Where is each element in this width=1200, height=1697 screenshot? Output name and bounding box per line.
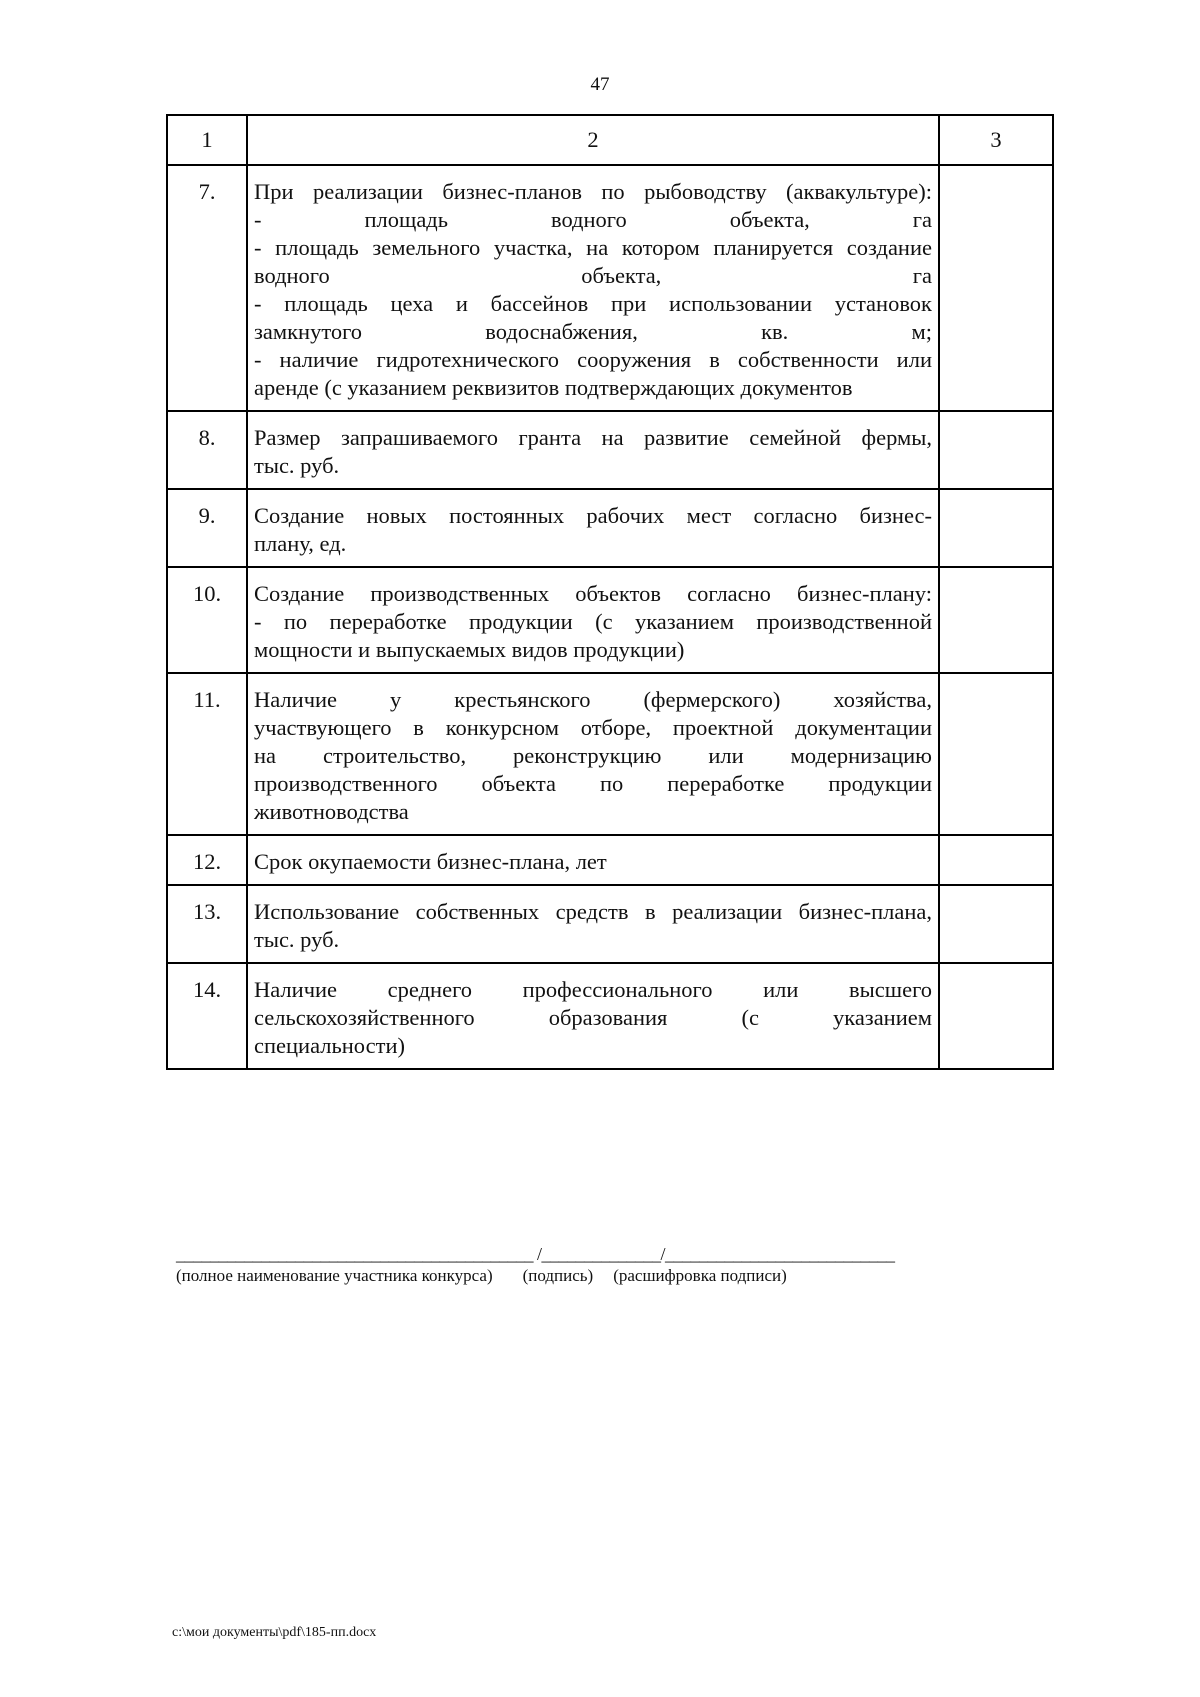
signature-caption: (подпись) xyxy=(522,1266,594,1285)
criterion-line: - площадь земельного участка, на котором планируется создание xyxy=(254,235,932,260)
table-row xyxy=(167,567,1053,673)
criterion-line: участвующего в конкурсном отборе, проектной документации xyxy=(254,715,932,740)
row-criterion xyxy=(247,165,939,411)
row-value xyxy=(939,885,1053,963)
criterion-line: Использование собственных средств в реализации бизнес-плана, xyxy=(254,899,932,924)
criterion-line: - наличие гидротехнического сооружения в собственности или xyxy=(254,347,932,372)
row-number: 8. xyxy=(167,411,247,489)
table-body xyxy=(167,115,1053,1069)
row-value xyxy=(939,567,1053,673)
criterion-line: тыс. руб. xyxy=(254,927,340,952)
file-path-footer: c:\мои документы\pdf\185-пп.docx xyxy=(172,1625,377,1640)
criterion-line: водного объекта, га xyxy=(254,263,932,288)
row-number: 12. xyxy=(167,835,247,885)
header-cell-value: 3 xyxy=(939,115,1053,165)
criterion-line: животноводства xyxy=(254,799,409,824)
table-row xyxy=(167,489,1053,567)
row-criterion xyxy=(247,963,939,1069)
criterion-line: Создание новых постоянных рабочих мест согласно бизнес- xyxy=(254,503,932,528)
criterion-line: аренде (с указанием реквизитов подтверждающих документов xyxy=(254,375,853,400)
criteria-table xyxy=(166,114,1054,1070)
signature-line: __________________________________________ /______________/___________________________ xyxy=(176,1244,895,1264)
table-row xyxy=(167,165,1053,411)
criterion-line: плану, ед. xyxy=(254,531,347,556)
header-cell-number: 1 xyxy=(167,115,247,165)
criterion-line: сельскохозяйственного образования (с указанием xyxy=(254,1005,932,1030)
table-header-row xyxy=(167,115,1053,165)
criterion-line: Срок окупаемости бизнес-плана, лет xyxy=(254,849,607,874)
row-number: 9. xyxy=(167,489,247,567)
criterion-line: Наличие среднего профессионального или высшего xyxy=(254,977,932,1002)
signature-block xyxy=(176,1243,1056,1287)
signature-decode-caption: (расшифровка подписи) xyxy=(613,1266,787,1285)
row-value xyxy=(939,963,1053,1069)
row-criterion xyxy=(247,885,939,963)
row-criterion xyxy=(247,673,939,835)
row-number: 7. xyxy=(167,165,247,411)
row-criterion xyxy=(247,411,939,489)
row-value xyxy=(939,673,1053,835)
criterion-line: Размер запрашиваемого гранта на развитие семейной фермы, xyxy=(254,425,932,450)
row-criterion xyxy=(247,567,939,673)
table-row xyxy=(167,885,1053,963)
participant-name-caption: (полное наименование участника конкурса) xyxy=(176,1266,493,1285)
criterion-line: мощности и выпускаемых видов продукции) xyxy=(254,637,685,662)
criterion-line: на строительство, реконструкцию или модернизацию xyxy=(254,743,932,768)
criterion-line: Наличие у крестьянского (фермерского) хозяйства, xyxy=(254,687,932,712)
row-number: 14. xyxy=(167,963,247,1069)
signature-captions xyxy=(176,1265,1056,1287)
criterion-line: Создание производственных объектов согласно бизнес-плану: xyxy=(254,581,932,606)
table-row xyxy=(167,835,1053,885)
row-criterion xyxy=(247,489,939,567)
header-cell-criterion: 2 xyxy=(247,115,939,165)
page-number: 47 xyxy=(590,74,610,95)
criterion-line: замкнутого водоснабжения, кв. м; xyxy=(254,319,932,344)
row-value xyxy=(939,411,1053,489)
criterion-line: специальности) xyxy=(254,1033,405,1058)
row-value xyxy=(939,835,1053,885)
row-number: 10. xyxy=(167,567,247,673)
criterion-line: - по переработке продукции (с указанием производственной xyxy=(254,609,932,634)
row-number: 11. xyxy=(167,673,247,835)
criterion-line: - площадь водного объекта, га xyxy=(254,207,932,232)
table-row xyxy=(167,963,1053,1069)
criterion-line: При реализации бизнес-планов по рыбоводству (аквакультуре): xyxy=(254,179,932,204)
row-number: 13. xyxy=(167,885,247,963)
table-row xyxy=(167,673,1053,835)
row-value xyxy=(939,165,1053,411)
criterion-line: - площадь цеха и бассейнов при использовании установок xyxy=(254,291,932,316)
table-row xyxy=(167,411,1053,489)
row-value xyxy=(939,489,1053,567)
criterion-line: производственного объекта по переработке продукции xyxy=(254,771,932,796)
row-criterion xyxy=(247,835,939,885)
criterion-line: тыс. руб. xyxy=(254,453,340,478)
